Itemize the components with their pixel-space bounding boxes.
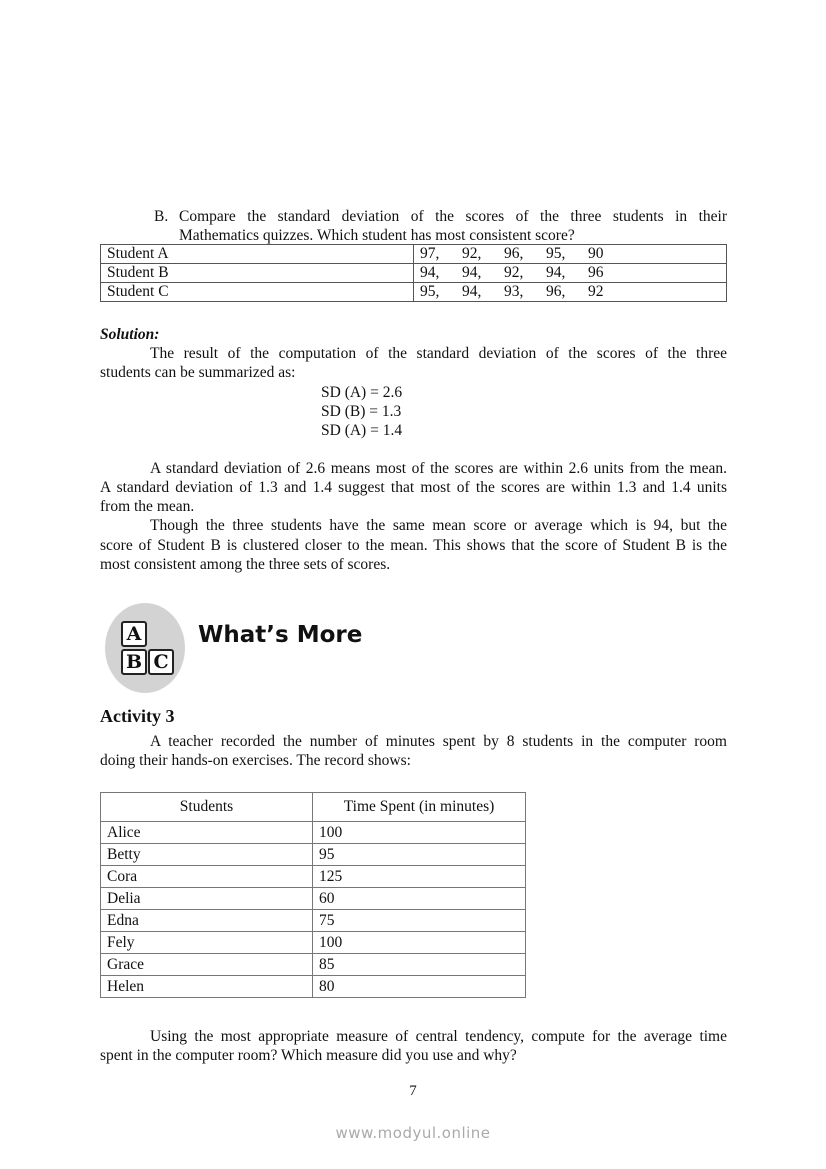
time-spent-table <box>100 792 526 998</box>
column-header-time-spent: Time Spent (in minutes) <box>313 793 526 822</box>
score-value: 96 <box>588 264 604 281</box>
table-row <box>101 888 526 910</box>
score-value: 94, <box>420 264 440 281</box>
activity-intro-line-2: doing their hands-on exercises. The record shows: <box>100 752 411 769</box>
paragraph-1-line-3: from the mean. <box>100 498 195 515</box>
score-value: 92, <box>462 245 482 262</box>
table-row <box>101 245 727 264</box>
table-row <box>101 283 727 302</box>
activity-title: Activity 3 <box>100 706 175 726</box>
score-value: 96, <box>504 245 524 262</box>
time-value: 75 <box>313 910 526 932</box>
student-name: Edna <box>101 910 313 932</box>
score-value: 92 <box>588 283 604 300</box>
problem-b-label: B. <box>154 208 169 225</box>
student-name: Fely <box>101 932 313 954</box>
paragraph-2-line-1: Though the three students have the same mean score or average which is 94, but the <box>150 517 727 534</box>
score-value: 95, <box>420 283 440 300</box>
score-value: 93, <box>504 283 524 300</box>
table-row <box>101 954 526 976</box>
problem-b-line-2: Mathematics quizzes. Which student has most consistent score? <box>179 227 575 244</box>
solution-intro-line-2: students can be summarized as: <box>100 364 296 381</box>
paragraph-1-line-1: A standard deviation of 2.6 means most of the scores are within 2.6 units from the mean. <box>150 460 727 477</box>
paragraph-2-line-2: score of Student B is clustered closer to the mean. This shows that the score of Student B is the <box>100 537 727 554</box>
student-name: Cora <box>101 866 313 888</box>
paragraph-1-line-2: A standard deviation of 1.3 and 1.4 suggest that most of the scores are within 1.3 and 1.4 units <box>100 479 727 496</box>
sd-result-b: SD (B) = 1.3 <box>321 403 402 420</box>
section-heading: What’s More <box>198 622 363 648</box>
solution-intro-line-1: The result of the computation of the standard deviation of the scores of the three <box>150 345 727 362</box>
question-line-1: Using the most appropriate measure of central tendency, compute for the average time <box>150 1028 727 1045</box>
time-value: 60 <box>313 888 526 910</box>
score-value: 97, <box>420 245 440 262</box>
time-value: 100 <box>313 932 526 954</box>
column-header-students: Students <box>101 793 313 822</box>
student-name: Delia <box>101 888 313 910</box>
scores-table <box>100 244 727 302</box>
time-value: 125 <box>313 866 526 888</box>
table-row <box>101 976 526 998</box>
student-scores <box>414 245 727 264</box>
score-value: 94, <box>462 283 482 300</box>
student-name: Student A <box>101 245 414 264</box>
student-name: Student C <box>101 283 414 302</box>
sd-result-a: SD (A) = 2.6 <box>321 384 403 401</box>
table-row <box>101 822 526 844</box>
block-b: B <box>121 649 147 675</box>
table-header-row <box>101 793 526 822</box>
block-c: C <box>148 649 174 675</box>
solution-title: Solution: <box>100 326 160 343</box>
score-value: 95, <box>546 245 566 262</box>
time-value: 80 <box>313 976 526 998</box>
table-row <box>101 866 526 888</box>
table-row <box>101 264 727 283</box>
student-name: Student B <box>101 264 414 283</box>
activity-intro-line-1: A teacher recorded the number of minutes spent by 8 students in the computer room <box>150 733 727 750</box>
time-value: 95 <box>313 844 526 866</box>
student-name: Betty <box>101 844 313 866</box>
page-number: 7 <box>409 1083 417 1099</box>
time-value: 100 <box>313 822 526 844</box>
block-a: A <box>121 621 147 647</box>
table-row <box>101 932 526 954</box>
student-name: Alice <box>101 822 313 844</box>
table-row <box>101 844 526 866</box>
sd-result-c: SD (A) = 1.4 <box>321 422 403 439</box>
abc-blocks-icon <box>105 603 185 693</box>
score-value: 90 <box>588 245 604 262</box>
question-line-2: spent in the computer room? Which measure did you use and why? <box>100 1047 517 1064</box>
problem-b-line-1: Compare the standard deviation of the scores of the three students in their <box>179 208 727 225</box>
table-row <box>101 910 526 932</box>
score-value: 96, <box>546 283 566 300</box>
time-value: 85 <box>313 954 526 976</box>
student-scores <box>414 264 727 283</box>
paragraph-2-line-3: most consistent among the three sets of scores. <box>100 556 391 573</box>
watermark: www.modyul.online <box>335 1124 491 1142</box>
student-name: Helen <box>101 976 313 998</box>
student-name: Grace <box>101 954 313 976</box>
student-scores <box>414 283 727 302</box>
score-value: 94, <box>546 264 566 281</box>
score-value: 94, <box>462 264 482 281</box>
score-value: 92, <box>504 264 524 281</box>
